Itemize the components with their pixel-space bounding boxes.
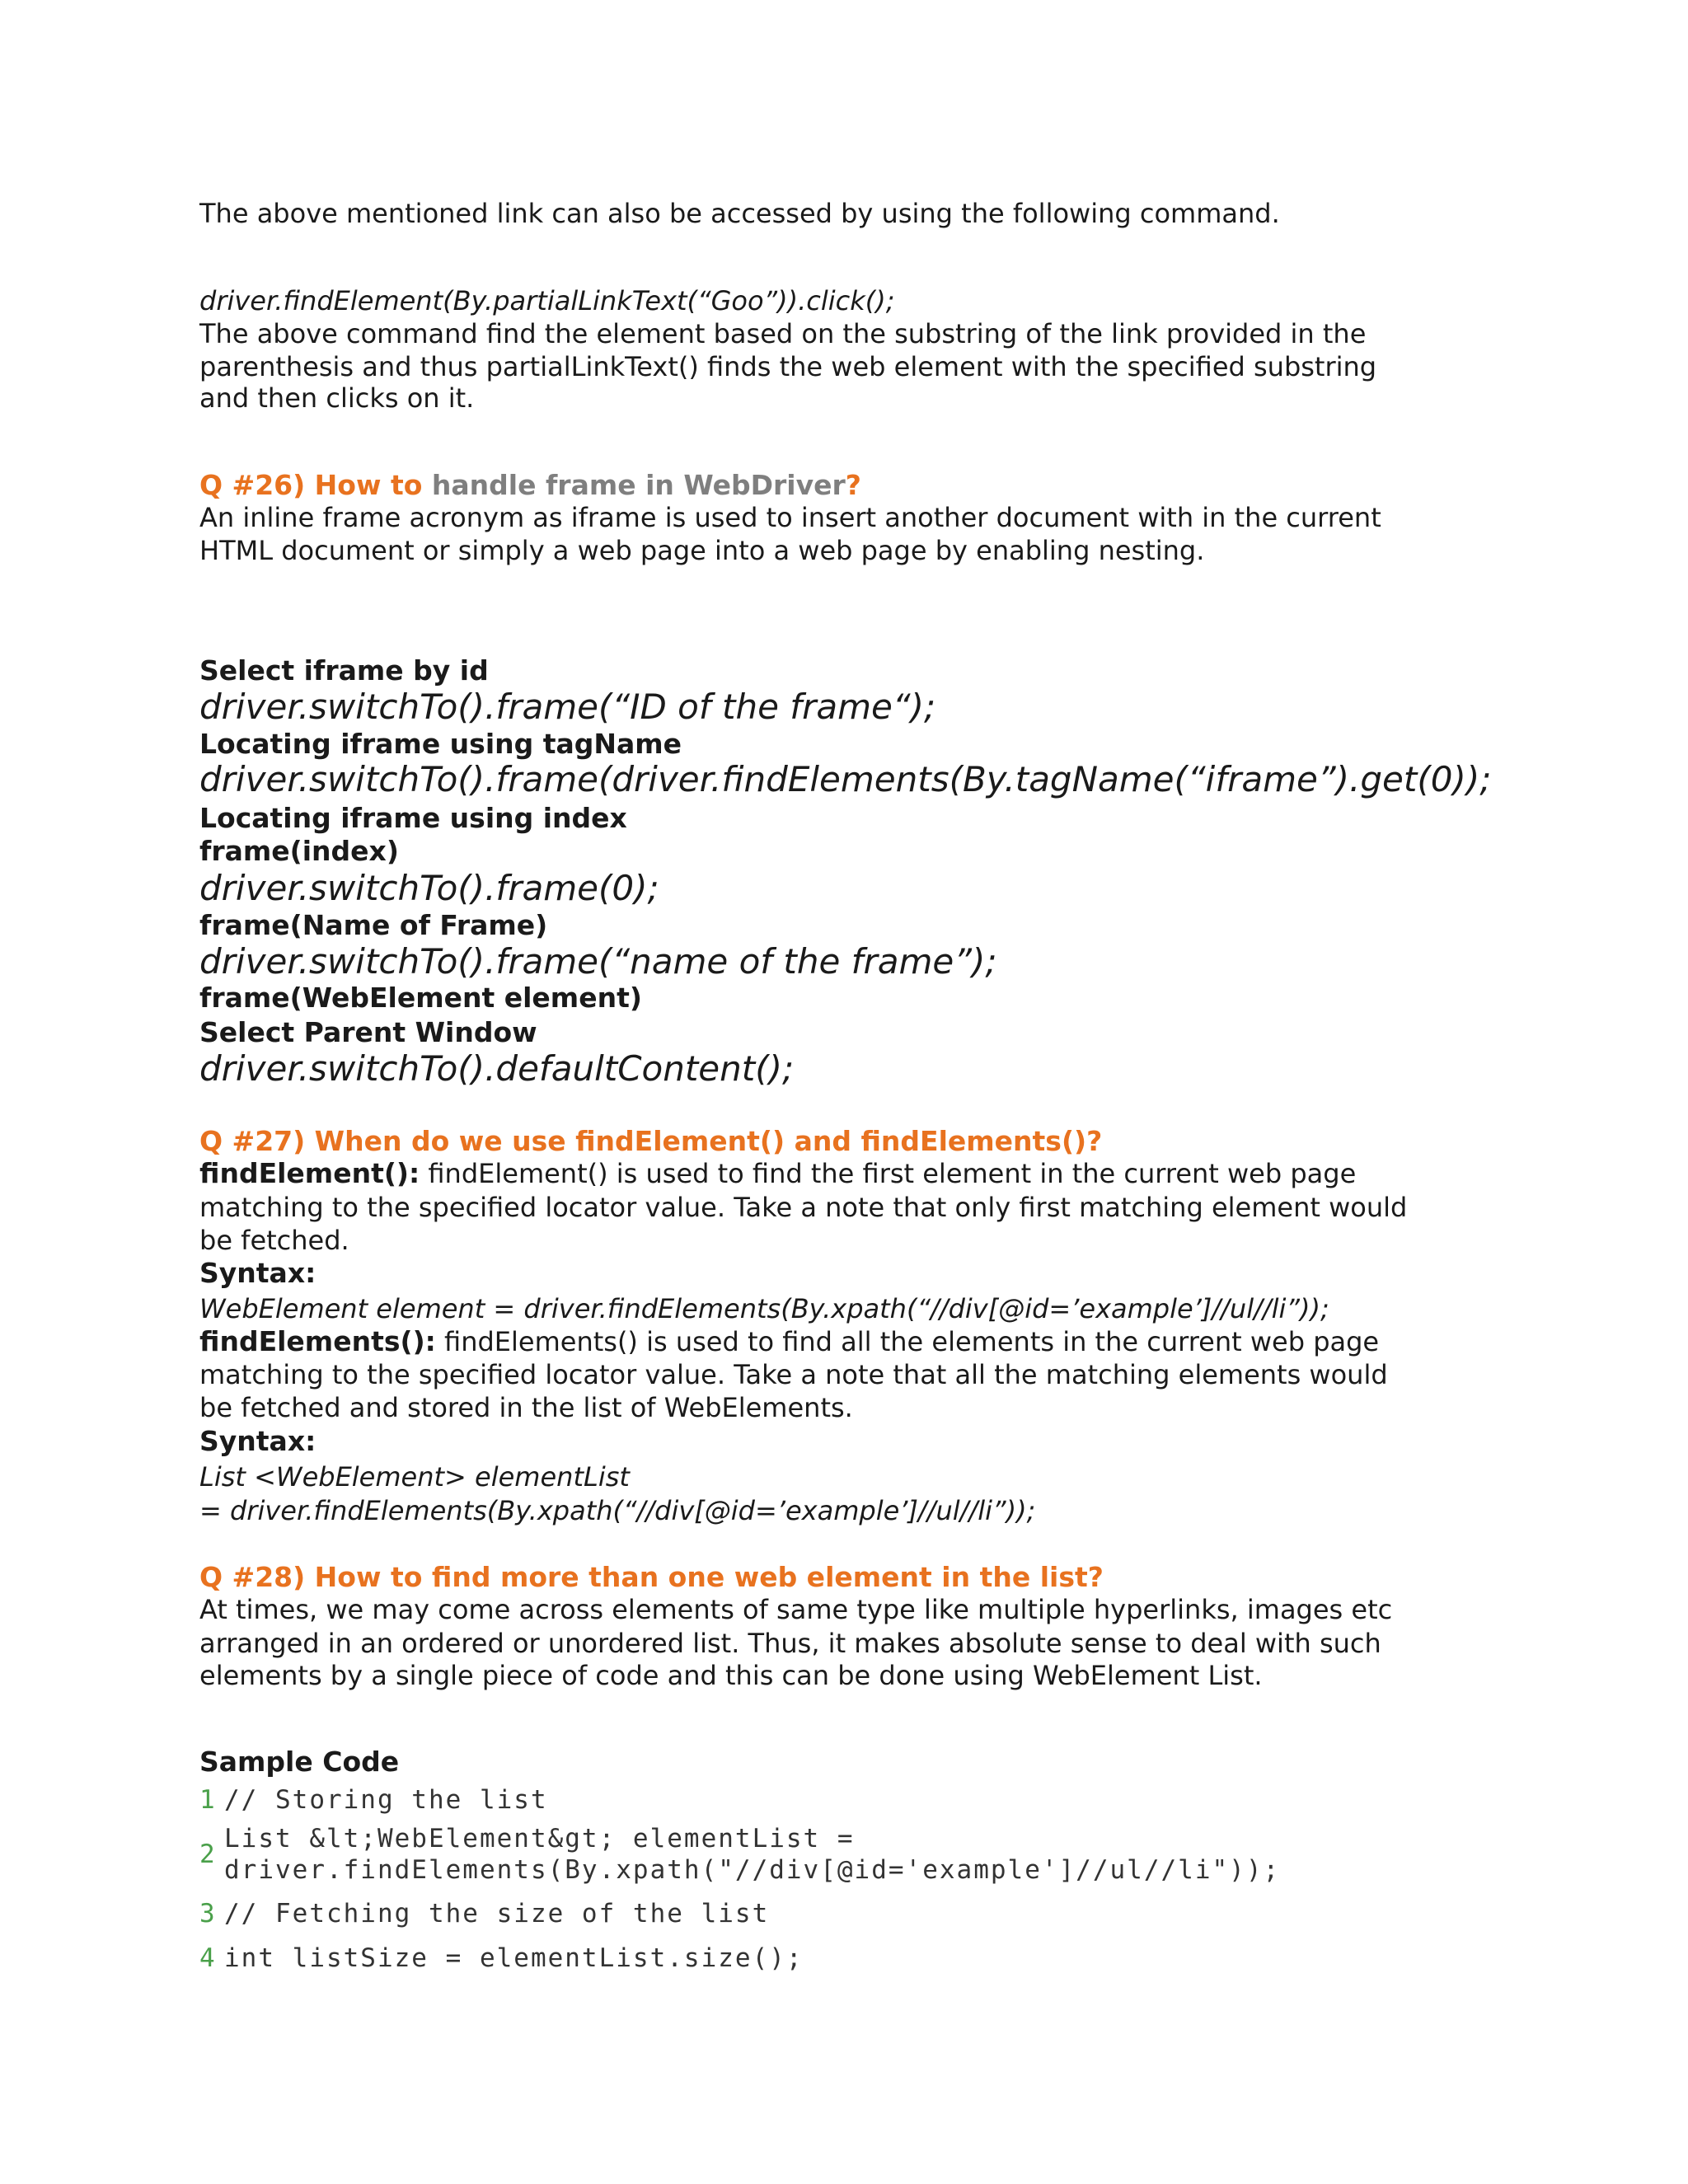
q26-body-2: HTML document or simply a web page into a web page by enabling nesting.	[199, 535, 1205, 566]
fes-syntax-1: List <WebElement> elementList	[199, 1461, 630, 1493]
fes-syntax-2: = driver.findElements(By.xpath(“//div[@id=’example’]//ul//li”));	[199, 1495, 1036, 1526]
code-text: List &lt;WebElement&gt; elementList =	[224, 1824, 855, 1854]
q27-fes-line-2: matching to the specified locator value. Take a note that all the matching elements would	[199, 1359, 1388, 1390]
code-line	[199, 1823, 1280, 1886]
line-number: 3	[199, 1899, 215, 1929]
q26-item-code: driver.switchTo().frame(“name of the frame”);	[199, 941, 997, 982]
intro-explain-3: and then clicks on it.	[199, 382, 475, 414]
code-text: driver.findElements(By.xpath("//div[@id='example']//ul//li"));	[224, 1855, 1281, 1885]
q27-fe-line-2: matching to the specified locator value. Take a note that only first matching element would	[199, 1192, 1408, 1223]
q26-item-code: driver.switchTo().frame(0);	[199, 868, 659, 908]
line-number: 1	[199, 1785, 215, 1815]
q27-fe-line-1	[199, 1157, 1356, 1190]
q26-item-label: frame(Name of Frame)	[199, 909, 548, 941]
line-number: 4	[199, 1943, 215, 1973]
q26-item-code: driver.switchTo().frame(“ID of the frame“);	[199, 687, 936, 727]
q26-item-label: frame(index)	[199, 835, 399, 867]
code-text: // Storing the list	[224, 1785, 548, 1815]
q26-suffix: ?	[845, 469, 861, 501]
q26-item-label: Select Parent Window	[199, 1016, 537, 1048]
fes-label: findElements():	[199, 1325, 436, 1357]
q27-heading: Q #27) When do we use findElement() and findElements()?	[199, 1125, 1103, 1157]
q26-item-label: Locating iframe using tagName	[199, 728, 682, 760]
intro-explain-2: parenthesis and thus partialLinkText() finds the web element with the specified substring	[199, 351, 1377, 382]
q26-item-code: driver.switchTo().frame(driver.findElements(By.tagName(“iframe”).get(0));	[199, 759, 1492, 799]
intro-line: The above mentioned link can also be accessed by using the following command.	[199, 198, 1280, 229]
fe-text: findElement() is used to find the first element in the current web page	[420, 1158, 1357, 1189]
q26-heading	[199, 468, 861, 503]
intro-explain-1: The above command find the element based on the substring of the link provided in the	[199, 318, 1367, 349]
fe-syntax: WebElement element = driver.findElements(By.xpath(“//div[@id=’example’]//ul//li”));	[199, 1293, 1329, 1324]
q27-fe-line-3: be fetched.	[199, 1225, 349, 1256]
line-number: 2	[199, 1840, 215, 1869]
q26-grey: handle frame in WebDriver	[431, 469, 846, 501]
q28-heading: Q #28) How to find more than one web element in the list?	[199, 1561, 1104, 1593]
code-line	[199, 1898, 769, 1929]
q28-body-3: elements by a single piece of code and this can be done using WebElement List.	[199, 1660, 1263, 1691]
code-line	[199, 1943, 804, 1974]
q26-item-label: frame(WebElement element)	[199, 982, 642, 1014]
q26-body-1: An inline frame acronym as iframe is used to insert another document with in the current	[199, 502, 1381, 533]
q26-prefix: Q #26) How to	[199, 469, 432, 501]
fe-label: findElement():	[199, 1157, 420, 1189]
code-text: int listSize = elementList.size();	[224, 1943, 804, 1973]
partial-link-code: driver.findElement(By.partialLinkText(“Goo”)).click();	[199, 285, 895, 316]
q26-item-label: Select iframe by id	[199, 654, 489, 687]
code-text: // Fetching the size of the list	[224, 1899, 770, 1929]
q28-body-2: arranged in an ordered or unordered list. Thus, it makes absolute sense to deal with such	[199, 1628, 1381, 1659]
syntax-label: Syntax:	[199, 1257, 316, 1289]
sample-code-label: Sample Code	[199, 1746, 400, 1778]
q27-fes-line-3: be fetched and stored in the list of WebElements.	[199, 1392, 853, 1423]
fes-text: findElements() is used to find all the elements in the current web page	[435, 1326, 1380, 1357]
q28-body-1: At times, we may come across elements of same type like multiple hyperlinks, images etc	[199, 1594, 1393, 1625]
q26-item-label: Locating iframe using index	[199, 802, 627, 834]
q27-fes-line-1	[199, 1325, 1379, 1358]
q26-item-code: driver.switchTo().defaultContent();	[199, 1048, 795, 1089]
syntax-label: Syntax:	[199, 1425, 316, 1457]
code-line	[199, 1784, 548, 1816]
